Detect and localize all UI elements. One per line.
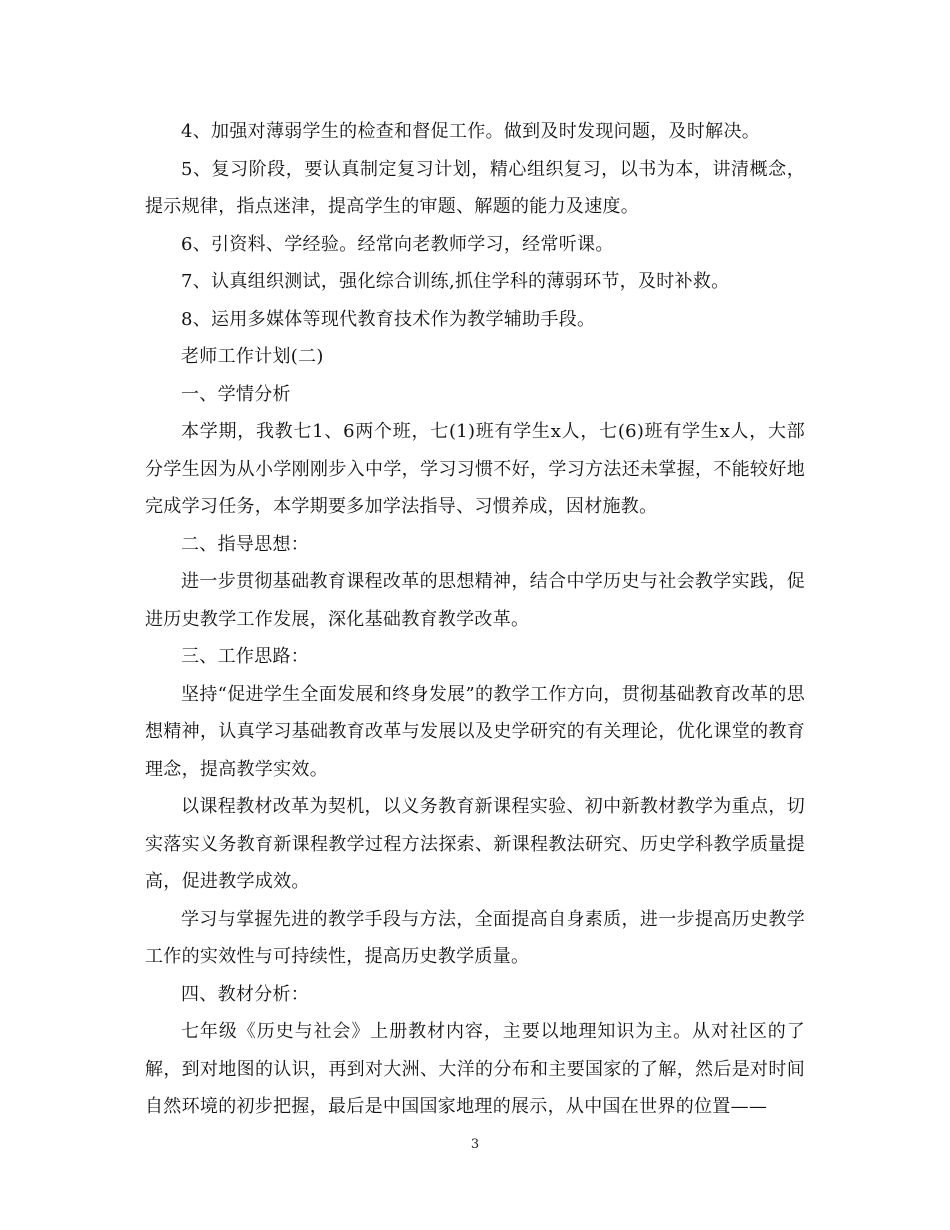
heading-work-approach: 三、工作思路： [181, 646, 310, 667]
paragraph-guiding-thought: 进一步贯彻基础教育课程改革的思想精神，结合中学历史与社会教学实践，促进历史教学工作发展，深化基础教育教学改革。 [145, 571, 805, 630]
section-title: 老师工作计划(二) [181, 346, 324, 367]
paragraph-item-8: 8、运用多媒体等现代教育技术作为教学辅助手段。 [181, 308, 596, 330]
paragraph-work-approach-1: 坚持“促进学生全面发展和终身发展”的教学工作方向，贯彻基础教育改革的思想精神，认真学习基础教育改革与发展以及史学研究的有关理论，优化课堂的教育理念，提高教学实效。 [145, 683, 805, 780]
paragraph-learning-analysis: 本学期，我教七1、6两个班，七(1)班有学生x人，七(6)班有学生x人，大部分学生因为从小学刚刚步入中学，学习习惯不好，学习方法还未掌握，不能较好地完成学习任务，本学期要多加学法指导、习惯养成，因材施教。 [145, 421, 805, 517]
heading-learning-analysis: 一、学情分析 [181, 383, 291, 405]
paragraph-item-5: 5、复习阶段，要认真制定复习计划，精心组织复习，以书为本，讲清概念，提示规律，指点迷津，提高学生的审题、解题的能力及速度。 [145, 158, 805, 217]
heading-guiding-thought: 二、指导思想： [181, 533, 310, 555]
paragraph-item-4: 4、加强对薄弱学生的检查和督促工作。做到及时发现问题，及时解决。 [181, 121, 761, 142]
paragraph-textbook-analysis: 七年级《历史与社会》上册教材内容，主要以地理知识为主。从对社区的了解，到对地图的认识，再到对大洲、大洋的分布和主要国家的了解，然后是对时间自然环境的初步把握，最后是中国国家地理的展示，从中国在世界的位置—— [145, 1021, 805, 1117]
paragraph-item-6: 6、引资料、学经验。经常向老教师学习，经常听课。 [181, 233, 614, 255]
paragraph-item-7: 7、认真组织测试，强化综合训练,抓住学科的薄弱环节，及时补救。 [181, 271, 730, 292]
page-number: 3 [470, 1137, 480, 1152]
paragraph-work-approach-2: 以课程教材改革为契机，以义务教育新课程实验、初中新教材教学为重点，切实落实义务教育新课程教学过程方法探索、新课程教法研究、历史学科教学质量提高，促进教学成效。 [145, 796, 805, 892]
document-body [145, 113, 805, 1126]
heading-textbook-analysis: 四、教材分析： [181, 983, 310, 1005]
paragraph-work-approach-3: 学习与掌握先进的教学手段与方法，全面提高自身素质，进一步提高历史教学工作的实效性与可持续性，提高历史教学质量。 [145, 908, 805, 967]
